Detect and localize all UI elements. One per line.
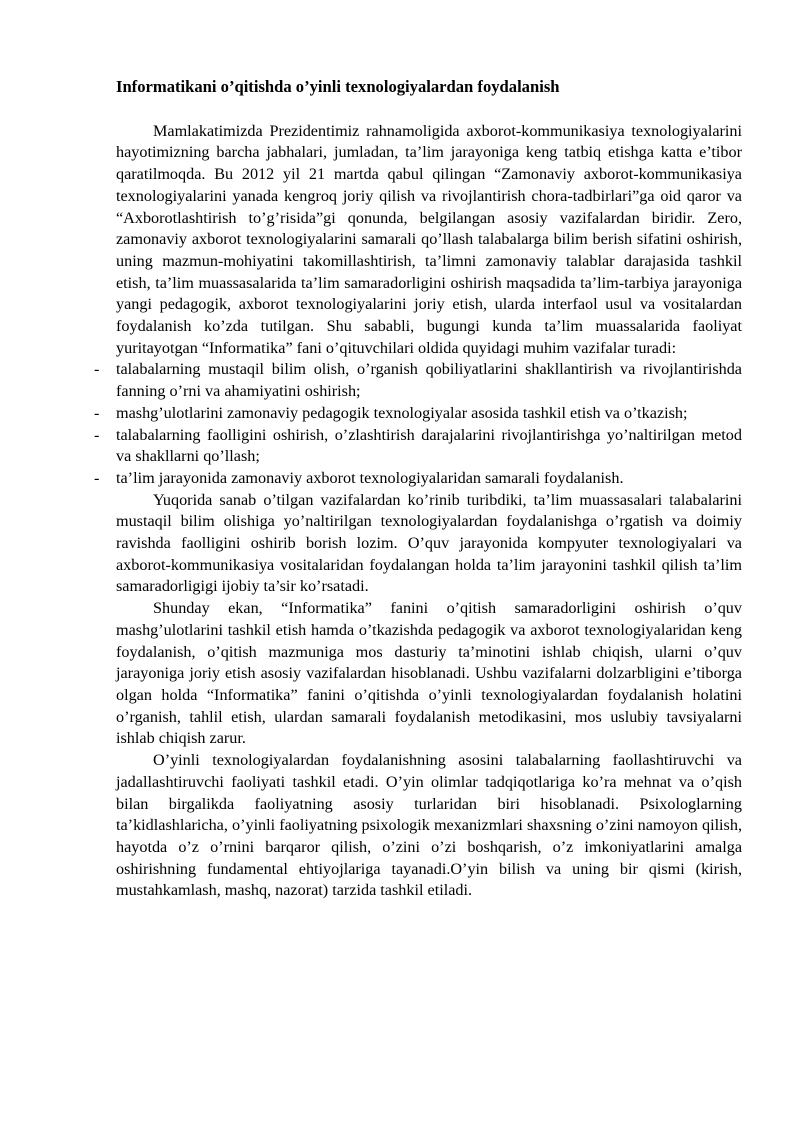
bullet-item [94, 468, 742, 490]
bullet-text: talabalarning faolligini oshirish, o’zlashtirish darajalarini rivojlantirishga yo’naltirilgan metod va shakllarni qo’llash; [116, 425, 742, 466]
document-title: Informatikani o’qitishda o’yinli texnologiyalardan foydalanish [116, 77, 560, 96]
bullet-item [94, 359, 742, 402]
bullet-text: ta’lim jarayonida zamonaviy axborot texnologiyalaridan samarali foydalanish. [116, 468, 624, 487]
document-body [94, 76, 742, 902]
paragraph-game-technologies: O’yinli texnologiyalardan foydalanishning asosini talabalarning faollashtiruvchi va jadallashtiruvchi faoliyati tashkil etadi. O’yin olimlar tadqiqotlariga ko’ra mehnat va o’qish bilan birgalikda faoliyatning asosiy turlaridan biri hisoblanadi. Psixologlarning ta’kidlashlaricha, o’yinli faoliyatning psixologik mexanizmlari shaxsning o’zini namoyon qilish, hayotda o’z o’rnini barqaror qilish, o’zini o’zi boshqarish, o’z imkoniyatlarini amalga oshirishning fundamental ehtiyojlariga tayanadi.O’yin bilish va uning bir qismi (kirish, mustahkamlash, mashq, nazorat) tarzida tashkil etiladi. [116, 751, 742, 900]
paragraph-intro: Mamlakatimizda Prezidentimiz rahnamoligida axborot-kommunikasiya texnologiyalarini hayotimizning barcha jabhalari, jumladan, ta’lim jarayoniga keng tatbiq etishga katta e’tibor qaratilmoqda. Bu 2012 yil 21 martda qabul qilingan “Zamonaviy axborot-kommunikasiya texnologiyalarini yanada kengroq joriy qilish va rivojlantirish chora-tadbirlari”ga oid qaror va “Axborotlashtirish to’g’risida”gi qonunda, belgilangan asosiy vazifalardan biridir. Zero, zamonaviy axborot texnologiyalarini samarali qo’llash talabalarga bilim berish sifatini oshirish, uning mazmun-mohiyatini takomillashtirish, ta’limni zamonaviy talablar darajasida tashkil etish, ta’lim muassasalarida ta’lim samaradorligini oshirish maqsadida ta’lim-tarbiya jarayoniga yangi pedagogik, axborot texnologiyalarini joriy etish, ularda interfaol usul va vositalardan foydalanish ko’zda tutilgan. Shu sababli, bugungi kunda ta’lim muassalarida faoliyat yuritayotgan “Informatika” fani o’qituvchilari oldida quyidagi muhim vazifalar turadi: [116, 121, 742, 357]
bullet-dash: - [94, 468, 100, 487]
bullet-dash: - [94, 425, 100, 444]
paragraph-tasks-summary: Yuqorida sanab o’tilgan vazifalardan ko’rinib turibdiki, ta’lim muassasalari talabalarini mustaqil bilim olishiga yo’naltirilgan texnologiyalardan foydalanishga o’rgatish va doimiy ravishda faolligini oshirib borish lozim. O’quv jarayonida kompyuter texnologiyalari va axborot-kommunikasiya vositalaridan foydalangan holda ta’lim jarayonini tashkil qilish ta’lim samaradorligigi ijobiy ta’sir ko’rsatadi. [116, 490, 742, 596]
paragraph-informatika-teaching: Shunday ekan, “Informatika” fanini o’qitish samaradorligini oshirish o’quv mashg’ulotlarini tashkil etish hamda o’tkazishda pedagogik va axborot texnologiyalaridan keng foydalanish, o’qitish mazmuniga mos dasturiy ta’minotini ishlab chiqish, ularni o’quv jarayoniga joriy etish asosiy vazifalardan hisoblanadi. Ushbu vazifalarni dolzarbligini e’tiborga olgan holda “Informatika” fanini o’qitishda o’yinli texnologiyalardan foydalanish holatini o’rganish, tahlil etish, ulardan samarali foydalanish metodikasini, mos uslubiy tavsiyalarni ishlab chiqish zarur. [116, 599, 742, 748]
bullet-item [94, 425, 742, 468]
bullet-text: talabalarning mustaqil bilim olish, o’rganish qobiliyatlarini shakllantirish va rivojlantirishda fanning o’rni va ahamiyatini oshirish; [116, 360, 742, 401]
bullet-text: mashg’ulotlarini zamonaviy pedagogik texnologiyalar asosida tashkil etish va o’tkazish; [116, 403, 688, 422]
bullet-dash: - [94, 403, 100, 422]
bullet-dash: - [94, 360, 100, 379]
bullet-item [94, 403, 742, 425]
